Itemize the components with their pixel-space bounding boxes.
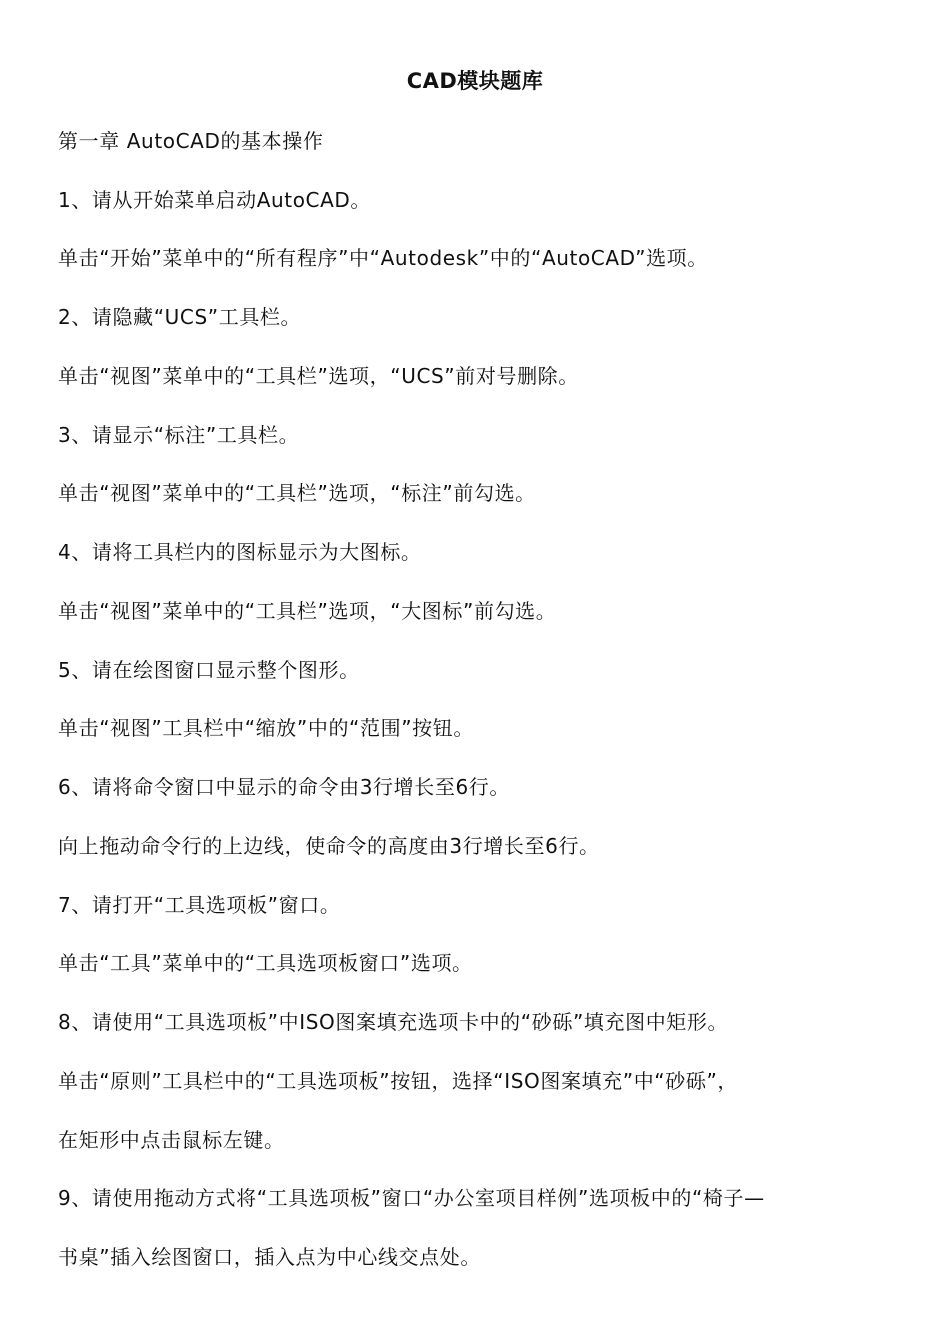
question-9-line-2: 书桌”插入绘图窗口，插入点为中心线交点处。	[58, 1245, 481, 1269]
answer-5: 单击“视图”工具栏中“缩放”中的“范围”按钮。	[58, 716, 474, 740]
question-4: 4、请将工具栏内的图标显示为大图标。	[58, 540, 422, 564]
answer-7: 单击“工具”菜单中的“工具选项板窗口”选项。	[58, 951, 473, 975]
answer-1: 单击“开始”菜单中的“所有程序”中“Autodesk”中的“AutoCAD”选项。	[58, 246, 708, 270]
chapter-heading: 第一章 AutoCAD的基本操作	[58, 129, 324, 153]
question-3: 3、请显示“标注”工具栏。	[58, 423, 300, 447]
answer-6: 向上拖动命令行的上边线，使命令的高度由3行增长至6行。	[58, 834, 600, 858]
answer-3: 单击“视图”菜单中的“工具栏”选项，“标注”前勾选。	[58, 481, 536, 505]
question-8: 8、请使用“工具选项板”中ISO图案填充选项卡中的“砂砾”填充图中矩形。	[58, 1010, 729, 1034]
question-1: 1、请从开始菜单启动AutoCAD。	[58, 188, 372, 212]
question-2: 2、请隐藏“UCS”工具栏。	[58, 305, 302, 329]
question-9-line-1: 9、请使用拖动方式将“工具选项板”窗口“办公室项目样例”选项板中的“椅子—	[58, 1186, 765, 1210]
answer-2: 单击“视图”菜单中的“工具栏”选项，“UCS”前对号删除。	[58, 364, 579, 388]
document-title: CAD模块题库	[406, 69, 544, 93]
question-5: 5、请在绘图窗口显示整个图形。	[58, 658, 360, 682]
question-6: 6、请将命令窗口中显示的命令由3行增长至6行。	[58, 775, 510, 799]
question-7: 7、请打开“工具选项板”窗口。	[58, 893, 341, 917]
answer-4: 单击“视图”菜单中的“工具栏”选项，“大图标”前勾选。	[58, 599, 557, 623]
answer-8-line-2: 在矩形中点击鼠标左键。	[58, 1128, 285, 1152]
answer-8-line-1: 单击“原则”工具栏中的“工具选项板”按钮，选择“ISO图案填充”中“砂砾”，	[58, 1069, 739, 1093]
